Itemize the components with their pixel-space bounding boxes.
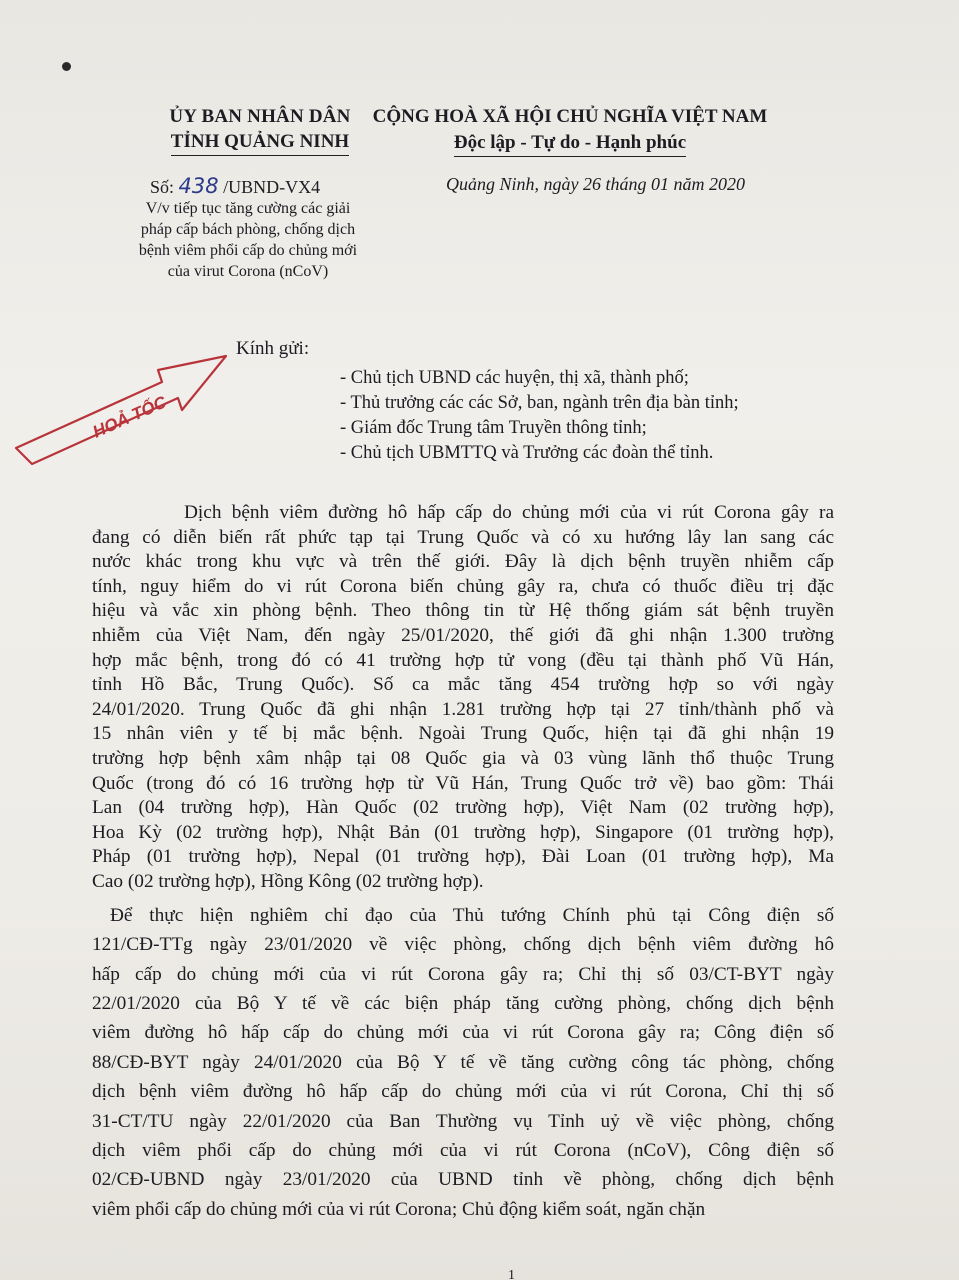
- text-line: nhiễm của Việt Nam, đến ngày 25/01/2020, thế giới đã ghi nhận 1.300 trường: [92, 624, 834, 646]
- recipient-item: - Giám đốc Trung tâm Truyền thông tỉnh;: [340, 418, 647, 438]
- subject-line: V/v tiếp tục tăng cường các giải: [145, 200, 351, 217]
- text-line: nước khác trong khu vực và trên thế giới. Đây là dịch bệnh truyền nhiễm cấp: [92, 551, 834, 573]
- text-line: 88/CĐ-BYT ngày 24/01/2020 của Bộ Y tế về tăng cường công tác phòng, chống: [92, 1051, 834, 1073]
- doc-number-code: /UBND-VX4: [223, 177, 321, 197]
- text-line: hấp cấp do chủng mới của vi rút Corona gây ra; Chỉ thị số 03/CT-BYT ngày: [92, 963, 834, 985]
- recipient-item: - Chủ tịch UBND các huyện, thị xã, thành phố;: [340, 368, 689, 388]
- text-line: viêm phổi cấp do chủng mới của vi rút Corona; Chủ động kiểm soát, ngăn chặn: [92, 1198, 706, 1220]
- text-line: dịch bệnh viêm đường hô hấp cấp do chủng mới của vi rút Corona, Chỉ thị số: [92, 1081, 834, 1103]
- doc-number-prefix: Số:: [150, 177, 175, 197]
- document-date: Quảng Ninh, ngày 26 tháng 01 năm 2020: [446, 174, 745, 194]
- document-subject: [118, 198, 378, 282]
- agency-name: ỦY BAN NHÂN DÂN: [169, 106, 351, 127]
- text-line: Pháp (01 trường hợp), Nepal (01 trường hợp), Đài Loan (01 trường hợp), Ma: [92, 846, 834, 868]
- document-number: [150, 174, 320, 198]
- subject-line: của virut Corona (nCoV): [167, 263, 329, 280]
- text-line: 121/CĐ-TTg ngày 23/01/2020 về việc phòng, chống dịch bệnh viêm đường hô: [92, 934, 834, 956]
- text-line: 31-CT/TU ngày 22/01/2020 của Ban Thường vụ Tỉnh uỷ về việc phòng, chống: [92, 1110, 834, 1132]
- text-line: 15 nhân viên y tế bị mắc bệnh. Ngoài Trung Quốc, hiện tại đã ghi nhận 19: [92, 723, 834, 745]
- text-line: tỉnh Hồ Bắc, Trung Quốc). Số ca mắc tăng 454 trường hợp so với ngày: [92, 674, 834, 696]
- doc-number-handwritten: 438: [178, 174, 219, 198]
- national-header: [372, 104, 768, 157]
- subject-line: pháp cấp bách phòng, chống dịch: [140, 221, 356, 238]
- text-line: Lan (04 trường hợp), Hàn Quốc (02 trường hợp), Việt Nam (02 trường hợp),: [92, 797, 834, 819]
- text-line: 22/01/2020 của Bộ Y tế về các biện pháp tăng cường phòng, chống dịch bệnh: [92, 993, 834, 1015]
- text-line: dịch viêm phổi cấp do chủng mới của vi rút Corona (nCoV), Công điện số: [92, 1140, 834, 1162]
- text-line: 24/01/2020. Trung Quốc đã ghi nhận 1.281 trường hợp tại 27 tỉnh/thành phố và: [92, 698, 834, 720]
- text-line: viêm đường hô hấp cấp do chủng mới của vi rút Corona gây ra; Công điện số: [92, 1022, 834, 1044]
- stamp-text: HOẢ TỐC: [89, 392, 170, 442]
- recipient-item: - Thủ trưởng các các Sở, ban, ngành trên địa bàn tỉnh;: [340, 393, 739, 413]
- text-line: Hoa Kỳ (02 trường hợp), Nhật Bản (01 trường hợp), Singapore (01 trường hợp),: [92, 821, 834, 843]
- paragraph-1: [92, 502, 834, 893]
- text-line: hợp mắc bệnh, trong đó có 41 trường hợp tử vong (đều tại thành phố Vũ Hán,: [92, 649, 834, 671]
- subject-line: bệnh viêm phổi cấp do chủng mới: [138, 242, 358, 259]
- nation-name: CỘNG HOÀ XÃ HỘI CHỦ NGHĨA VIỆT NAM: [372, 106, 768, 127]
- text-line: 02/CĐ-UBND ngày 23/01/2020 của UBND tỉnh về phòng, chống dịch bệnh: [92, 1169, 834, 1191]
- page-number: 1: [508, 1268, 515, 1280]
- issuing-agency: [140, 104, 380, 156]
- text-line: Để thực hiện nghiêm chỉ đạo của Thủ tướng Chính phủ tại Công điện số: [110, 904, 834, 926]
- text-line: tính, nguy hiểm do vi rút Corona biến chủng gây ra, chưa có thuốc điều trị đặc: [92, 575, 834, 597]
- text-line: Quốc (trong đó có 16 trường hợp từ Vũ Hán, Trung Quốc trở về) bao gồm: Thái: [92, 772, 834, 794]
- national-motto: Độc lập - Tự do - Hạnh phúc: [454, 129, 686, 157]
- punch-hole: [62, 62, 71, 71]
- recipient-list: [340, 366, 739, 466]
- agency-province: TỈNH QUẢNG NINH: [171, 129, 349, 156]
- paragraph-2: [92, 905, 834, 1221]
- document-body: [92, 502, 834, 1221]
- text-line: hiệu và vắc xin phòng bệnh. Theo thông tin từ Hệ thống giám sát bệnh truyền: [92, 600, 834, 622]
- salutation: Kính gửi:: [236, 338, 310, 359]
- text-line: Dịch bệnh viêm đường hô hấp cấp do chủng mới của vi rút Corona gây ra: [184, 502, 834, 523]
- text-line: Cao (02 trường hợp), Hồng Kông (02 trường hợp).: [92, 870, 484, 892]
- text-line: đang có diễn biến rất phức tạp tại Trung Quốc và có xu hướng lây lan sang các: [92, 526, 834, 548]
- text-line: trường hợp bệnh xâm nhập tại 08 Quốc gia và 03 vùng lãnh thổ thuộc Trung: [92, 747, 834, 769]
- recipient-item: - Chủ tịch UBMTTQ và Trưởng các đoàn thể tỉnh.: [340, 443, 714, 463]
- urgent-stamp: [12, 340, 262, 480]
